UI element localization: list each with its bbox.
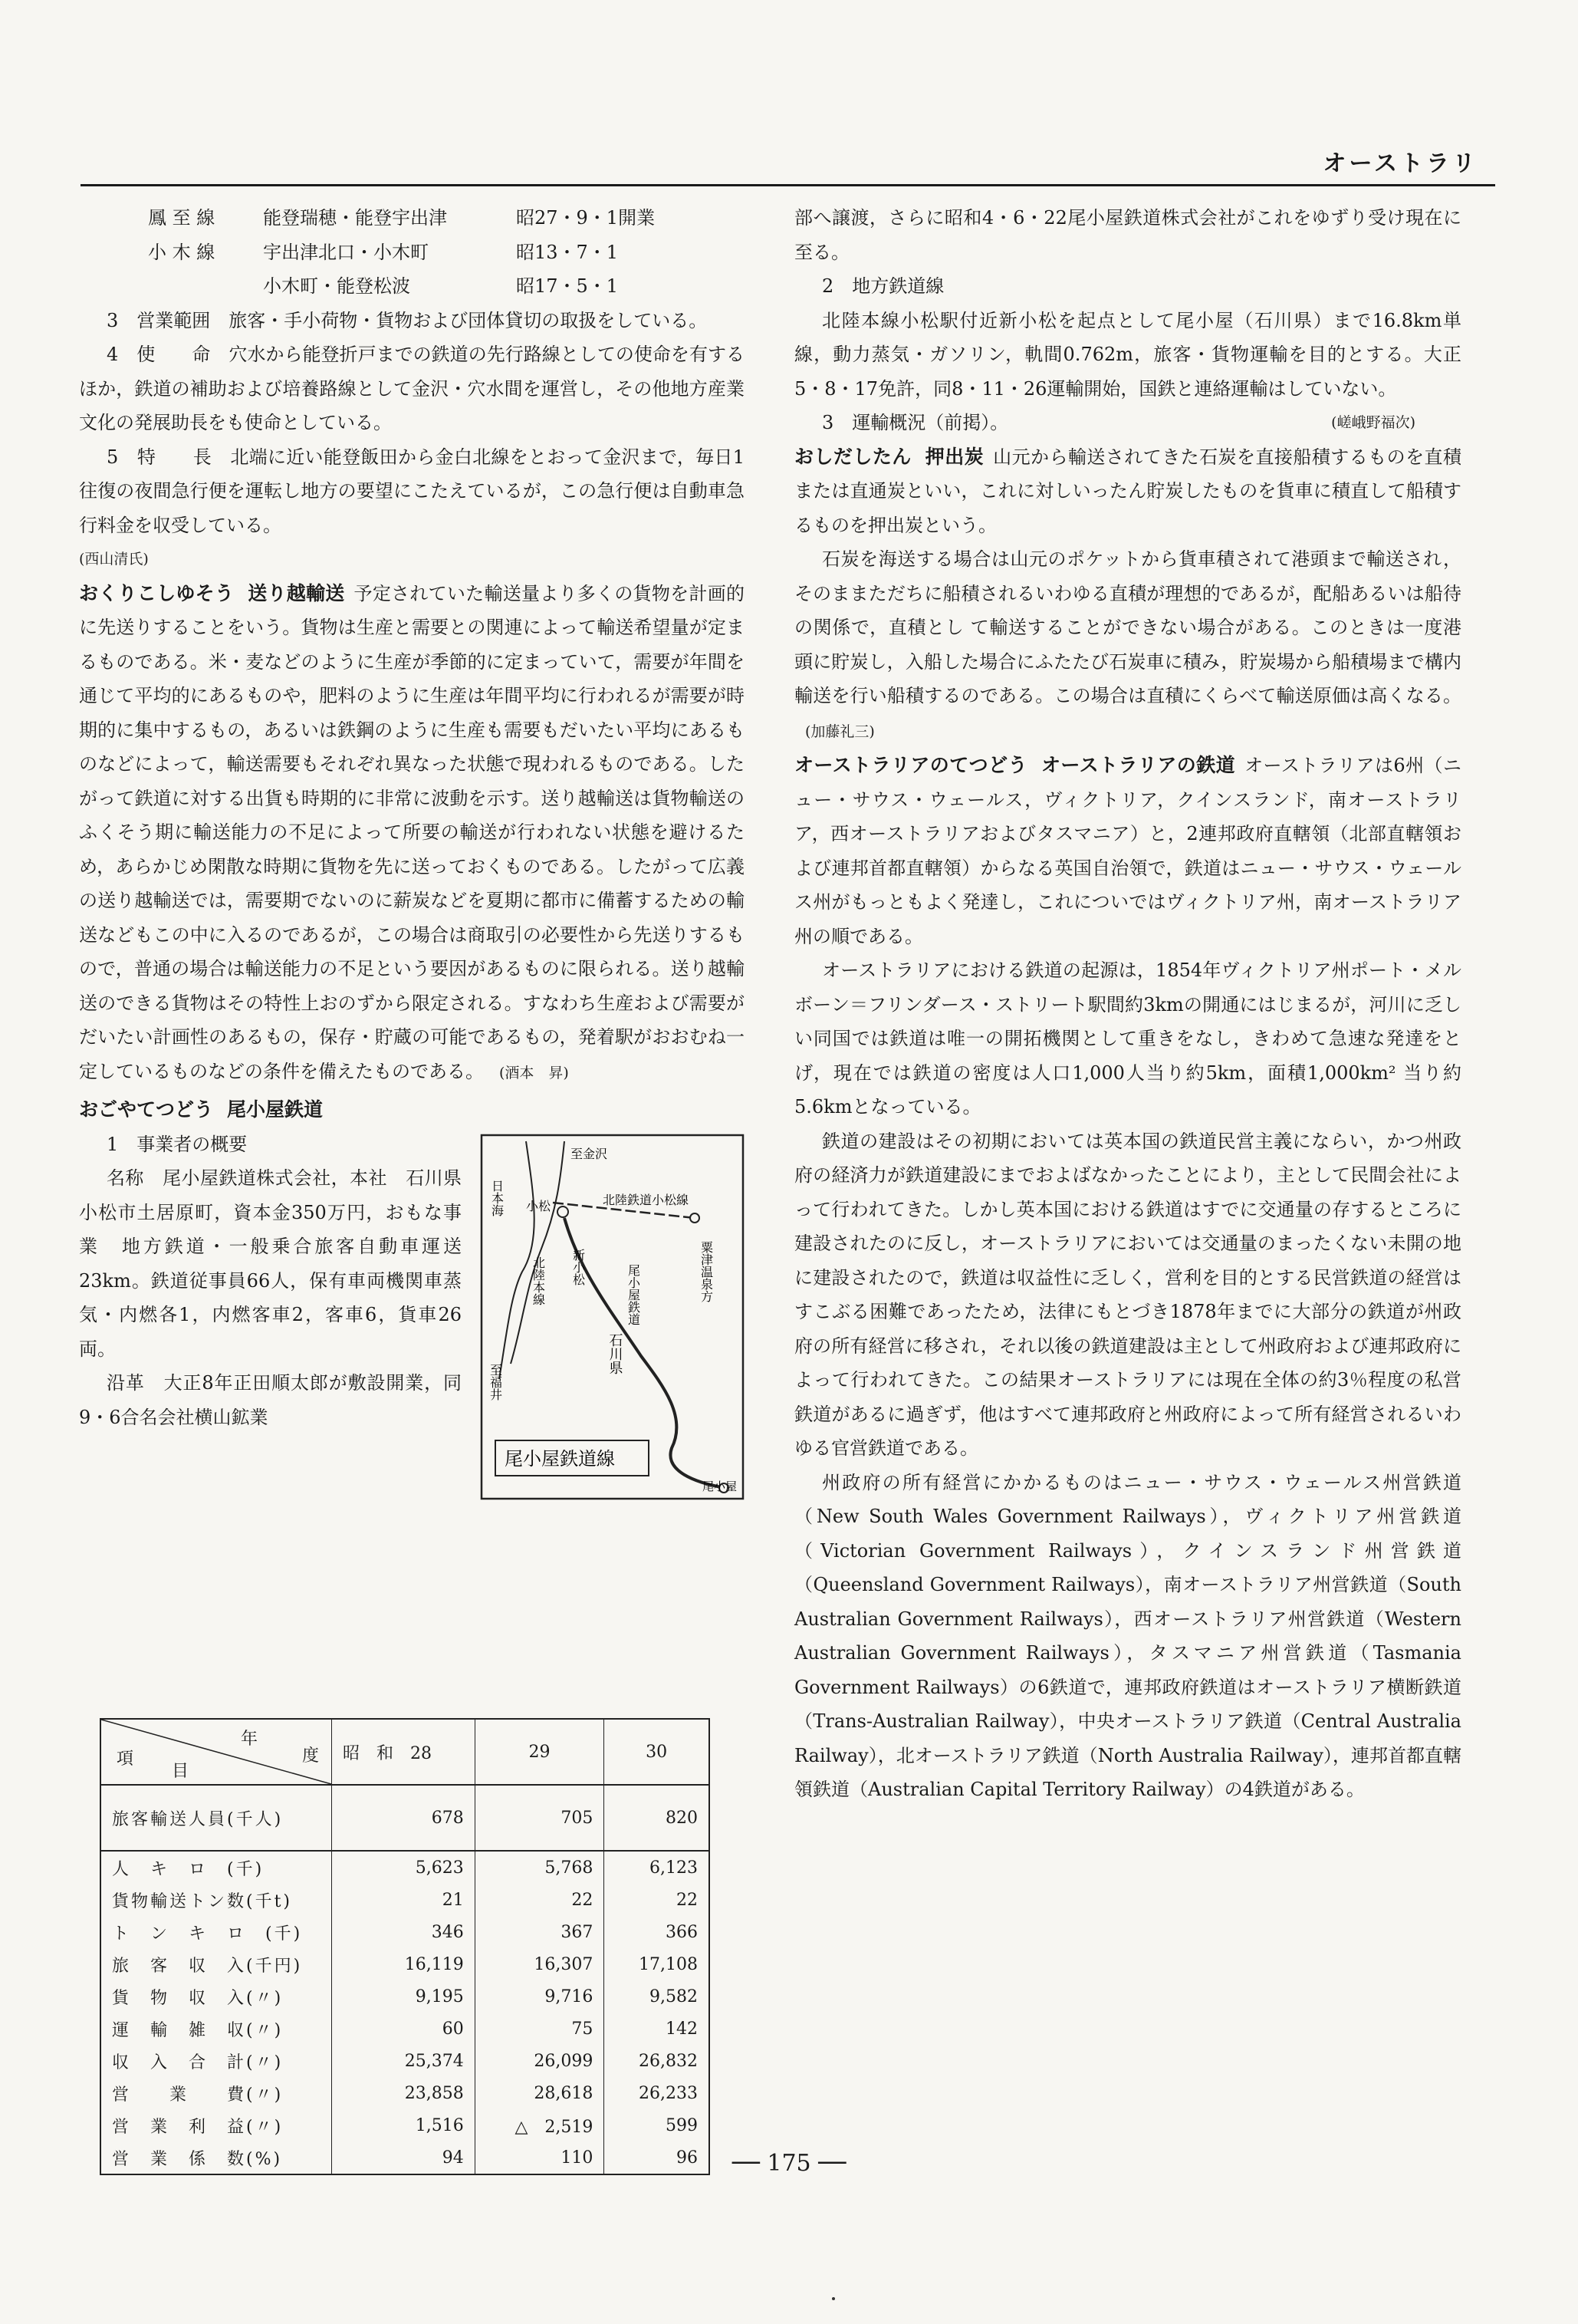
column-header: 30: [604, 1719, 709, 1785]
cell-value: 26,832: [604, 2045, 709, 2077]
entry-reading: オーストラリアのてつどう: [794, 754, 1027, 776]
table-row: [100, 1948, 709, 1980]
cell-value: 75: [475, 2013, 604, 2045]
cell-value: 21: [332, 1884, 475, 1916]
cell-value: 9,716: [475, 1980, 604, 2013]
row-label: 営 業 利 益(〃): [100, 2109, 332, 2141]
header-do: 度: [301, 1746, 319, 1766]
line-date: 昭17・5・1: [516, 275, 619, 297]
map-caption: 尾小屋鉄道線: [505, 1447, 615, 1470]
map-label-shinkomatsu: 新小松: [570, 1248, 586, 1285]
australia-state-railways: 州政府の所有経営にかかるものはニュー・サウス・ウェールス州営鉄道（New South Wales Government Railways），ヴィクトリア州営鉄道（Victorian Government Railways），クインスランド州営鉄道（Queensland Government Railways），南オーストラリア州営鉄道（South Australian Government Railways），西オーストラリア州営鉄道（Western Australian Government Railways），タスマニア州営鉄道（Tasmania Government Railways）の6鉄道で，連邦政府鉄道はオーストラリア横断鉄道（Trans-Australian Railway），中央オーストラリア鉄道（Central Australia Railway），北オーストラリア鉄道（North Australia Railway），連邦首都直轄領鉄道（Australian Capital Territory Railway）の4鉄道がある。: [794, 1471, 1461, 1800]
line-date: 昭13・7・1: [516, 241, 619, 263]
line-name: 小 木 線: [148, 241, 215, 263]
oshidashi-paragraph: [794, 542, 1461, 749]
map-label-hokuriku: 北陸鉄道小松線: [603, 1192, 689, 1207]
map-label-ishikawa: 石川県: [607, 1332, 623, 1374]
cell-value: 1,516: [332, 2109, 475, 2141]
map-label-kanazawa: 至金沢: [570, 1146, 608, 1161]
entry-text: 予定されていた輸送量より多くの貨物を計画的に先送りすることをいう。貨物は生産と需要との関連によって輸送希望量が定まるものである。米・麦などのように生産が季節的に定まっていて，需要が年間を通じて平均的にあるものや，肥料のように生産は年間平均に行われるが需要が時期的に集中するもの，あるいは鉄鋼のように生産も需要もだいたい平均にあるものなどによって，輸送需要もそれぞれ異なった状態で現われるものである。したがって鉄道に対する出貨も時期的に非常に波動を示す。送り越輸送は貨物輸送のふくそう期に輸送能力の不足によって所要の輸送が行われない状態を避けるため，あらかじめ閑散な時期に貨物を先に送っておくものである。したがって広義の送り越輸送では，需要期でないのに薪炭などを夏期に都市に備蓄するための輸送などもこの中に入るのであるが，この場合は商取引の必要性から先送りするもので，普通の場合は輸送能力の不足という要因があるものに限られる。送り越輸送のできる貨物はその特性上おのずから限定される。すなわち生産および需要がだいたい計画性のあるもの，保存・貯蔵の可能であるもの，発着駅がおおむね一定しているものなどの条件を備えたものである。: [79, 582, 745, 1082]
line-section: 宇出津北口・小木町: [263, 241, 429, 263]
entry-reading: おしだしたん: [794, 445, 912, 468]
header-moku: 目: [172, 1762, 189, 1781]
ogoya-history-continued: 部へ譲渡，さらに昭和4・6・22尾小屋鉄道株式会社がこれをゆずり受け現在に至る。: [794, 207, 1461, 263]
running-header: オーストラリ: [1323, 150, 1478, 177]
cell-value: 5,623: [332, 1851, 475, 1884]
summary-paragraph: [794, 406, 1461, 440]
entry-reading: おごやてつどう: [79, 1098, 214, 1121]
ogoya-overview: 名称 尾小屋鉄道株式会社，本社 石川県小松市土居原町，資本金350万円，おもな事業 地方鉄道・一般乗合旅客自動車運送23km。鉄道従事員66人，保有車両機関車蒸気・内燃各1，内燃客車2，客車6，貨車26両。: [79, 1167, 462, 1360]
entry-term: 尾小屋鉄道: [227, 1098, 324, 1121]
local-line-paragraph: 北陸本線小松駅付近新小松を起点として尾小屋（石川県）まで16.8km単線，動力蒸気・ガソリン，軌間0.762m，旅客・貨物運輸を目的とする。大正5・8・17免許，同8・11・26運輸開始，国鉄と連絡運輸はしていない。: [794, 309, 1461, 400]
cell-value: 142: [604, 2013, 709, 2045]
cell-value: 5,768: [475, 1851, 604, 1884]
cell-value: 367: [475, 1916, 604, 1948]
header-rule: [81, 184, 1495, 186]
author-signature: (酒本 昇): [499, 1064, 569, 1081]
page-number: ── 175 ──: [731, 2150, 847, 2177]
line-name: 鳳 至 線: [148, 207, 215, 229]
route-map-graphic: [480, 1134, 745, 1500]
line-section: 能登瑞穂・能登宇出津: [263, 207, 447, 229]
author-signature: (西山清氏): [79, 551, 149, 568]
cell-value: 26,233: [604, 2077, 709, 2109]
mission-paragraph: 4 使 命 穴水から能登折戸までの鉄道の先行路線としての使命を有するほか，鉄道の補助および培養路線として金沢・穴水間を運営し，その他地方産業文化の発展助長をも使命としている。: [79, 344, 745, 433]
cell-value: 23,858: [332, 2077, 475, 2109]
cell-value: 25,374: [332, 2045, 475, 2077]
feature-paragraph: 5 特 長 北端に近い能登飯田から金白北線をとおって金沢まで，毎日1往復の夜間急行便を運転し地方の要望にこたえているが，この急行便は自動車急行料金を収受している。: [79, 446, 745, 536]
cell-value: 346: [332, 1916, 475, 1948]
line-row-ogi: [79, 235, 745, 270]
row-label: 運 輸 雑 収(〃): [100, 2013, 332, 2045]
entry-term: 押出炭: [925, 445, 985, 468]
cell-value: 16,119: [332, 1948, 475, 1980]
line-date: 昭27・9・1開業: [516, 207, 656, 229]
print-dot: [832, 2297, 835, 2300]
ogoya-overview-heading: 1 事業者の概要: [107, 1133, 248, 1155]
entry-text: オーストラリアは6州（ニュー・サウス・ウェールス，ヴィクトリア，クインスランド，南オーストラリア，西オーストラリアおよびタスマニア）と，2連邦政府直轄領（北部直轄領および連邦首都直轄領）からなる英国自治領で，鉄道はニュー・サウス・ウェールス州がもっともよく発達し，これについではヴィクトリア州，南オーストラリア州の順である。: [794, 755, 1461, 947]
route-map: [480, 1134, 745, 1500]
left-column: [79, 201, 745, 1505]
entry-term: 送り越輸送: [248, 581, 345, 604]
entry-reading: おくりこしゆそう: [79, 581, 235, 604]
entry-term: オーストラリアの鉄道: [1040, 754, 1236, 776]
cell-value: 599: [604, 2109, 709, 2141]
cell-value: 678: [332, 1785, 475, 1851]
column-header: 昭 和 28: [332, 1719, 475, 1785]
cell-value: 9,582: [604, 1980, 709, 2013]
row-label: 営 業 係 数(%): [100, 2141, 332, 2174]
column-header: 29: [475, 1719, 604, 1785]
cell-value: 6,123: [604, 1851, 709, 1884]
row-label: 旅客輸送人員(千人): [100, 1785, 332, 1851]
header-ko: 項: [117, 1750, 134, 1769]
map-label-fukui: 至福井: [488, 1363, 503, 1401]
cell-value: 17,108: [604, 1948, 709, 1980]
australia-construction: 鉄道の建設はその初期においては英本国の鉄道民営主義にならい，かつ州政府の経済力が鉄道建設にまでおよばなかったことにより，主として民間会社によって行われてきた。しかし英本国における鉄道はすでに交通量の存するところに建設されたのに反し，オーストラリアにおいては交通量のまったくない未開の地に建設されたので，鉄道は収益性に乏しく，営利を目的とする民営鉄道の経営はすこぶる困難であったため，法律にもとづき1878年までに大部分の鉄道が州政府の所有経営に移され，それ以後の鉄道建設は主として州政府および連邦政府によって行われてきた。この結果オーストラリアには現在全体の約3％程度の私営鉄道があるに過ぎず，他はすべて連邦政府と州政府によって所有経営されるいわゆる官営鉄道である。: [794, 1130, 1461, 1459]
author-signature: (加藤礼三): [805, 723, 875, 740]
cell-value: 366: [604, 1916, 709, 1948]
map-label-awazu: 粟津温泉方: [699, 1240, 714, 1302]
row-label: 貨物輸送トン数(千t): [100, 1884, 332, 1916]
map-label-komatsu: 小松: [526, 1198, 551, 1213]
row-label: 収 入 合 計(〃): [100, 2045, 332, 2077]
table-row: [100, 1980, 709, 2013]
entry-okuri: [79, 577, 745, 1091]
line-section: 小木町・能登松波: [263, 275, 410, 297]
cell-value: 9,195: [332, 1980, 475, 2013]
line-row-fugeshi: [79, 201, 745, 235]
statistics-table: [100, 1718, 710, 2175]
right-column: [794, 201, 1461, 1807]
entry-text: 山元から輸送されてきた石炭を直接船積するものを直積または直通炭といい，これに対しいったん貯炭したものを貨車に積直して船積するものを押出炭という。: [794, 446, 1461, 536]
table-row: [100, 1851, 709, 1884]
summary-text: 3 運輸概況（前掲）。: [822, 412, 1009, 433]
line-name: [79, 269, 263, 304]
local-line-heading: 2 地方鉄道線: [822, 275, 945, 297]
australia-origin: オーストラリアにおける鉄道の起源は，1854年ヴィクトリア州ポート・メルボーン＝フリンダース・ストリート駅間約3kmの開通にはじまるが，河川に乏しい同国では鉄道は唯一の開拓機関として重きをなし，きわめて急速な発達をとげ，現在では鉄道の密度は人口1,000人当り約5km，面積1,000km² 当り約5.6kmとなっている。: [794, 960, 1461, 1118]
entry-oshidashi: [794, 440, 1461, 543]
row-label: 貨 物 収 入(〃): [100, 1980, 332, 2013]
row-label: 旅 客 収 入(千円): [100, 1948, 332, 1980]
table-corner-header: [100, 1719, 332, 1785]
map-label-nihonkai: 日本海: [489, 1179, 505, 1216]
table-row: [100, 2013, 709, 2045]
cell-value: 22: [475, 1884, 604, 1916]
map-label-hokurikuhonsen: 北陸本線: [531, 1256, 546, 1305]
row-label: 営 業 費(〃): [100, 2077, 332, 2109]
table-row: [100, 1785, 709, 1851]
cell-value: 22: [604, 1884, 709, 1916]
cell-value: 94: [332, 2141, 475, 2174]
entry-australia: [794, 749, 1461, 953]
entry-text: 石炭を海送する場合は山元のポケットから貨車積されて港頭まで輸送され，そのままただちに船積されるいわゆる直積が理想的であるが，配船あるいは船待の関係で，直積とし て輸送することができない場合がある。このときは一度港頭に貯炭し，入船した場合にふたたび石炭車に積み，貯炭場から船積場まで構内輸送を行い船積するのである。この場合は直積にくらべて輸送原価は高くなる。: [794, 548, 1461, 706]
table-header-row: [100, 1719, 709, 1785]
row-label: ト ン キ ロ (千): [100, 1916, 332, 1948]
cell-value: 705: [475, 1785, 604, 1851]
ogoya-history: 沿革 大正8年正田順太郎が敷設開業，同9・6合名会社横山鉱業: [79, 1372, 462, 1428]
cell-value: 96: [604, 2141, 709, 2174]
cell-value: △ 2,519: [475, 2109, 604, 2141]
table-row: [100, 2109, 709, 2141]
cell-value: 60: [332, 2013, 475, 2045]
table-row: [100, 1884, 709, 1916]
cell-value: 820: [604, 1785, 709, 1851]
row-label: 人 キ ロ (千): [100, 1851, 332, 1884]
line-row-ogi-2: [79, 269, 745, 304]
table-row: [100, 2045, 709, 2077]
cell-value: 110: [475, 2141, 604, 2174]
map-label-line: 尾小屋鉄道: [626, 1263, 641, 1325]
scope-paragraph: 3 営業範囲 旅客・手小荷物・貨物および団体貸切の取扱をしている。: [107, 309, 708, 331]
cell-value: 16,307: [475, 1948, 604, 1980]
header-year: 年: [240, 1730, 258, 1749]
cell-value: 28,618: [475, 2077, 604, 2109]
author-signature: (嵯峨野福次): [1331, 414, 1415, 431]
table-row: [100, 2077, 709, 2109]
entry-ogoya: [79, 1093, 745, 1127]
table-row: [100, 1916, 709, 1948]
map-label-oyama: 尾小屋: [702, 1479, 738, 1493]
cell-value: 26,099: [475, 2045, 604, 2077]
